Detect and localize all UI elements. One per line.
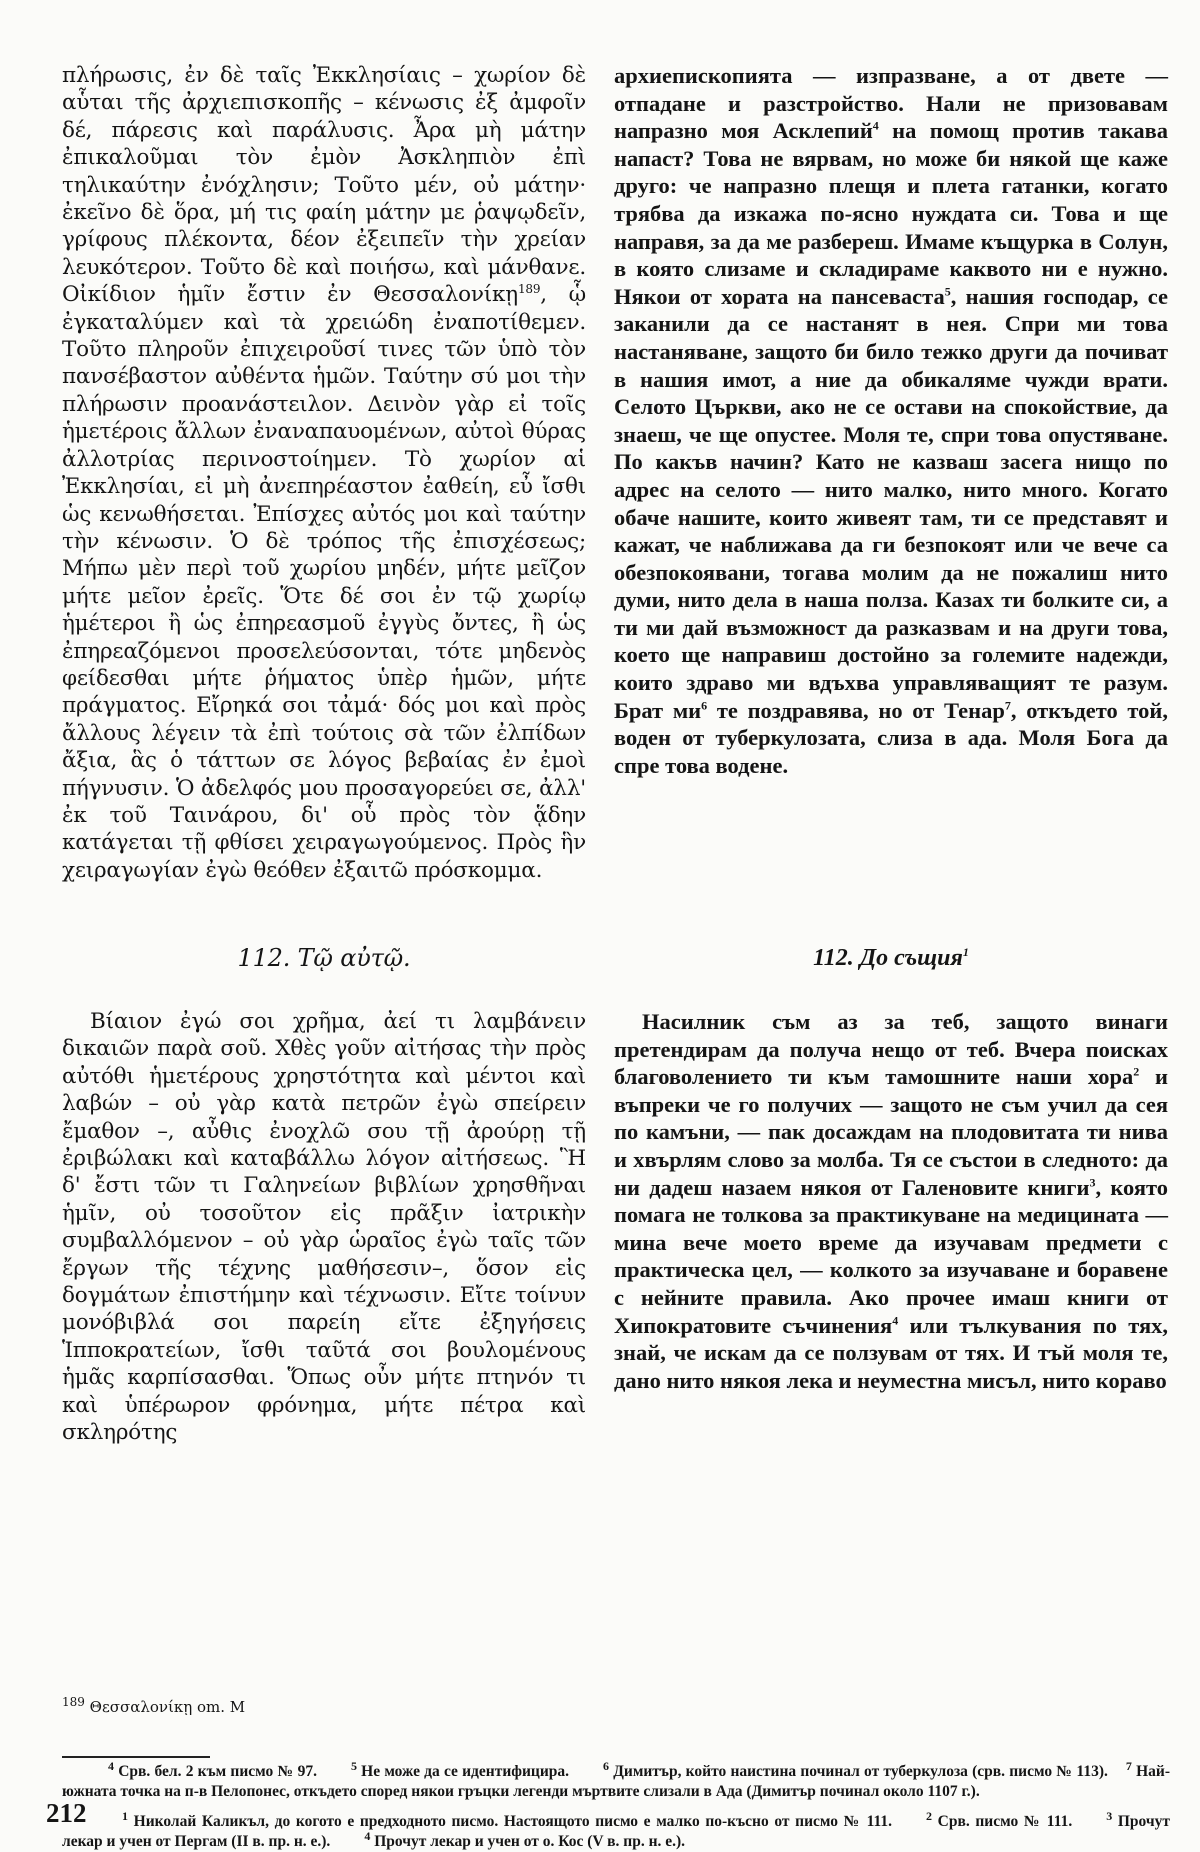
apparatus-text: Θεσσαλονίκῃ om. M	[84, 1698, 246, 1716]
bulgarian-text-part: и въпреки че го получих — защото не съм учил да сея по камъни, — пак досаждам на плодовитата ти нива и хвърлям слово за молба. Тя се състои в следното: да ни дадеш назаем някоя от Галеновите книги	[614, 1064, 1169, 1200]
footnote-number: 7	[1125, 1758, 1132, 1773]
letter-112-bulgarian-heading	[614, 944, 1168, 972]
apparatus-ref-189: 189	[517, 282, 541, 297]
footnote-ref-2: 2	[1133, 1064, 1140, 1079]
critical-apparatus-note	[62, 1695, 586, 1716]
footnotes	[62, 1758, 1170, 1852]
footnote-number: 4	[364, 1828, 371, 1843]
bulgarian-letter-111-ending	[614, 62, 1168, 779]
footnote-2: Срв. писмо № 111.	[932, 1813, 1073, 1830]
footnote-number: 4	[108, 1758, 114, 1773]
bulgarian-letter-112-text	[614, 1008, 1168, 1394]
footnote-6: Димитър, който наистина починал от туберкулоза (срв. писмо № 113).	[609, 1763, 1108, 1780]
greek-text-part: , ᾧ ἐγκαταλύμεν καὶ τὰ χρειώδη ἐναποτίθεμεν. Τοῦτο πληροῦν ἐπιχειροῦσί τινες τῶν ὑπὸ τὸν πανσέβαστον αὐθέντα ἡμῶν. Ταύτην σύ μοι τὴν πλήρωσιν προανάστειλον. Δεινὸν γὰρ εἰ τοῖς ἡμετέροις ἄλλων ἐναναπαυομένων, αὐτοὶ θύρας ἀλλοτρίας περινοστοίημεν. Τὸ χωρίον αἱ Ἐκκλησίαι, εἰ μὴ ἀνεπηρέαστον ἐαθείη, εὖ ἴσθι ὡς κενωθήσεται. Ἐπίσχες αὐτός μοι καὶ ταύτην τὴν κένωσιν. Ὁ δὲ τρόπος τῆς ἐπισχέσεως; Μήπω μὲν περὶ τοῦ χωρίου μηδέν, μήτε μεῖζον μήτε μεῖον ἐρεῖς. Ὅτε δέ σοι ἐν τῷ χωρίῳ ἡμέτεροι ἢ ὡς ἐπηρεασμοῦ ἐγγὺς ὄντες, ἢ ὡς ἐπηρεαζόμενοι προσελεύσονται, τότε μηδενὸς φείδεσθαι μήτε ῥήματος ὑπὲρ ἡμῶν, μήτε πράγματος. Εἴρηκά σοι τἀμά· δός μοι καὶ πρὸς ἄλλους λέγειν τὰ ἐπὶ τούτοις σὰ τῶν ἐλπίδων ἄξια, ἃς ὁ τάττων σε λόγος βεβαίας ἐν ἐμοὶ πήγνυσιν. Ὁ ἀδελφός μου προσαγορεύει σε, ἀλλ' ἐκ τοῦ Ταινάρου, δι' οὗ πρὸς τὸν ᾅδην κατάγεται τῇ φθίσει χειραγωγούμενος. Πρὸς ἣν χειραγωγίαν ἐγὼ θεόθεν ἐξαιτῶ πρόσκομμα.	[62, 282, 586, 883]
bulgarian-text-part: , която помага не толкова за практикуване на медицината — мина вече моето време да изучавам предмети с практическа цел, — колкото за изучаване и боравене с нейните правила. Ако прочее имаш книги от Хипократовите съчинения	[614, 1174, 1168, 1338]
bulgarian-text-part: , откъдето той, воден от туберкулозата, слиза в ада. Моля Бога да спре това водене.	[614, 697, 1169, 778]
footnote-3: Прочут лекар и учен от Пергам (II в. пр. н. е.).	[62, 1813, 1170, 1850]
footnote-7: Най-южната точка на п-в Пелопонес, откъдето според някои гръцки легенди мъртвите слизали в Ада (Димитър починал около 1107 г.).	[62, 1763, 1170, 1800]
bulgarian-text-part: Насилник съм аз за теб, защото винаги претендирам да получа нещо от теб. Вчера поисках благоволението ти към тамошните наши хора	[614, 1009, 1168, 1090]
footnote-ref-4: 4	[872, 118, 879, 133]
letter-112-greek-heading: 112. Τῷ αὐτῷ.	[237, 944, 411, 972]
footnote-number: 2	[926, 1808, 933, 1823]
footnote-number: 5	[350, 1758, 357, 1773]
footnote-ref-6: 6	[701, 698, 708, 713]
greek-letter-111-ending	[62, 62, 586, 884]
footnotes-letter-111	[62, 1758, 1170, 1802]
page-number: 212	[46, 1798, 87, 1828]
footnote-1: Николай Каликъл, до когото е предходното писмо. Настоящото писмо е малко по-късно от писмо № 111.	[128, 1813, 893, 1830]
footnote-ref-1: 1	[962, 945, 969, 959]
footnote-ref-3: 3	[1089, 1175, 1096, 1190]
greek-text-column-bottom	[62, 1008, 586, 1447]
footnotes-letter-112	[62, 1808, 1170, 1852]
bulgarian-text-part: или тълкувания по тях, знай, че искам да се ползувам от тях. И тъй моля те, дано нито някоя лека и неуместна мисъл, нито кораво	[614, 1312, 1168, 1393]
heading-text: 112. До същия	[813, 945, 963, 971]
footnote-divider	[62, 1756, 210, 1758]
bulgarian-text-part: те поздравява, но от Тенар	[707, 697, 1005, 723]
greek-text-column-top	[62, 62, 586, 884]
apparatus-number: 189	[62, 1695, 85, 1709]
bulgarian-text-part: архиепископията — изпразване, а от двете — отпадане и разстройство. Нали не призовавам напразно моя Асклепий	[614, 63, 1168, 144]
footnote-number: 6	[603, 1758, 610, 1773]
footnote-ref-7: 7	[1004, 698, 1011, 713]
footnote-number: 1	[122, 1808, 128, 1823]
bulgarian-text-part: на помощ против такава напаст? Това не вярвам, но може би някой ще каже друго: че напразно плещя и плета гатанки, когато трябва да изкажа по-ясно нуждата си. Това и ще направя, за да ме разбереш. Имаме къщурка в Солун, в която слизаме и складираме каквото ни е нужно. Някои от хората на пансеваста	[614, 118, 1168, 309]
footnote-ref-5: 5	[944, 284, 951, 299]
bulgarian-text-column-bottom	[614, 1008, 1168, 1394]
bulgarian-text-part: , нашия господар, се заканили да се настанят в нея. Спри ми това настаняване, защото би било тежко други да почиват в нашия имот, а ние да обикаляме чужди врати. Селото Църкви, ако не се остави на спокойствие, да знаеш, че ще опустее. Моля те, спри това опустяване. По какъв начин? Като не казваш засега нищо по адрес на селото — нито малко, нито много. Когато обаче нашите, които живеят там, ти се представят и кажат, че наближава да ги безпокоят или че вече са обезпокоявани, тогава молим да не пожалиш нито думи, нито дела в наша полза. Казах ти болките си, а ти ми дай възможност да разказвам и на други това, което ще направиш достойно за големите надежди, които здраво ми вдъхва управляващият те разум. Брат ми	[614, 283, 1168, 723]
footnote-4: Срв. бел. 2 към писмо № 97.	[114, 1763, 317, 1780]
greek-letter-112-text: Βίαιον ἐγώ σοι χρῆμα, ἀεί τι λαμβάνειν δικαιῶν παρὰ σοῦ. Χθὲς γοῦν αἰτήσας τὴν πρὸς αὐτόθι ἡμετέρους χρηστότητα καὶ μέντοι καὶ λαβών – οὐ γὰρ κατὰ πετρῶν ἐγὼ σπείρειν ἔμαθον –, αὖθις ἐνοχλῶ σου τῇ ἀρούρῃ τῇ ἐριβώλακι καὶ καταβάλλω λόγον αἰτήσεως. Ἣ δ' ἔστι τῶν τι Γαληνείων βιβλίων χρησθῆναι ἡμῖν, οὐ τοσοῦτον εἰς πρᾶξιν ἰατρικὴν συμβαλλόμενον – οὐ γὰρ ὡραῖος ἐγὼ ταῖς τῶν ἔργων τῆς τέχνης μαθήσεσιν–, ὅσον εἰς δογμάτων ἐπιστήμην καὶ τέχνωσιν. Εἴτε τοίνυν μονόβιβλά σοι παρείη εἴτε ἐξηγήσεις Ἱπποκρατείων, ἴσθι ταῦτά σοι βουλομένους ἡμᾶς καρπίσασθαι. Ὅπως οὖν μήτε πτηνόν τι καὶ ὑπέρωρον φρόνημα, μήτε πέτρα καὶ σκληρότης	[62, 1009, 586, 1446]
greek-text-part: πλήρωσις, ἐν δὲ ταῖς Ἐκκλησίαις – χωρίον δὲ αὗται τῆς ἀρχιεπισκοπῆς – κένωσις ἐξ ἀμφοῖν δέ, πάρεσις καὶ παράλυσις. Ἆρα μὴ μάτην ἐπικαλοῦμαι τὸν ἐμὸν Ἀσκληπιὸν ἐπὶ τηλικαύτην ἐνόχλησιν; Τοῦτο μέν, οὐ μάτην· ἐκεῖνο δὲ ὅρα, μή τις φαίη μάτην με ῥαψῳδεῖν, γρίφους πλέκοντα, δέον ἐξειπεῖν τὴν χρείαν λευκότερον. Τοῦτο δὲ καὶ ποιήσω, καὶ μάνθανε. Οἰκίδιον ἡμῖν ἔστιν ἐν Θεσσαλονίκῃ	[62, 63, 586, 308]
footnote-5: Не може да се идентифицира.	[356, 1763, 570, 1780]
footnote-4-second: Прочут лекар и учен от о. Кос (V в. пр. н. е.).	[370, 1833, 686, 1850]
bulgarian-text-column-top	[614, 62, 1168, 779]
footnote-number: 3	[1106, 1808, 1113, 1823]
footnote-ref-4b: 4	[892, 1313, 899, 1328]
